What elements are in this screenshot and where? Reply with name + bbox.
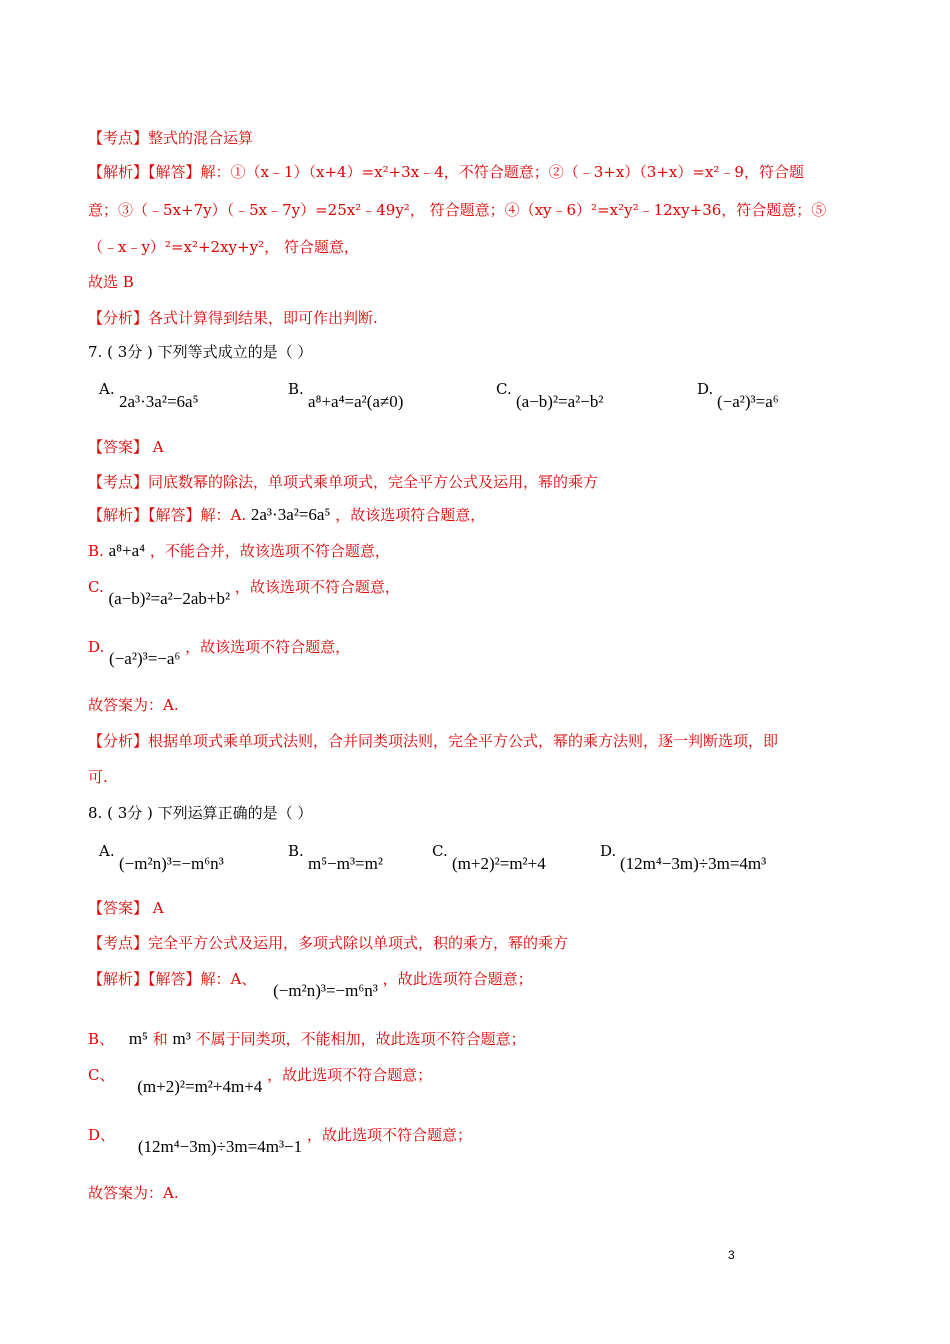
jiexi-text: 和 xyxy=(152,1030,168,1048)
option-label: A. xyxy=(99,842,115,860)
q7-fenxi-line2: 可. xyxy=(88,768,108,786)
formula: 2a³·3a²=6a⁵ xyxy=(250,505,331,524)
option-formula: (−m²n)³=−m⁶n³ xyxy=(119,854,224,873)
jiexi-text: ，故此选项不符合题意； xyxy=(306,1126,472,1144)
option-label: B、 xyxy=(88,1030,115,1048)
option-label: B. xyxy=(288,842,304,860)
option-label: D. xyxy=(600,842,617,860)
q7-stem: 7. ( 3分 ) 下列等式成立的是（ ） xyxy=(88,343,313,361)
q8-stem: 8. ( 3分 ) 下列运算正确的是（ ） xyxy=(88,804,313,822)
option-label: B. xyxy=(88,542,104,560)
option-formula: 2a³·3a²=6a⁵ xyxy=(119,392,199,411)
option-formula: (12m⁴−3m)÷3m=4m³ xyxy=(620,854,767,873)
jiexi-text: ，故该选项不符合题意， xyxy=(234,578,400,596)
option-label: C. xyxy=(496,380,512,398)
option-label: C. xyxy=(432,842,448,860)
q8-jiexi-c xyxy=(88,1066,433,1096)
q8-conclusion: 故答案为：A. xyxy=(88,1184,179,1202)
option-formula: (m+2)²=m²+4 xyxy=(452,854,546,873)
formula: (a−b)²=a²−2ab+b² xyxy=(108,589,231,608)
q7-jiexi-c xyxy=(88,578,400,608)
jiexi-text: ，故该选项符合题意， xyxy=(335,506,486,524)
q6-fenxi: 【分析】各式计算得到结果，即可作出判断. xyxy=(88,309,378,327)
jiexi-text: ，故此选项符合题意； xyxy=(382,970,533,988)
q7-jiexi-a xyxy=(88,506,485,523)
formula: (−m²n)³=−m⁶n³ xyxy=(273,981,378,1000)
formula: m⁵ xyxy=(128,1029,148,1048)
q7-jiexi-b xyxy=(88,542,390,559)
jiexi-text: ，故该选项不符合题意， xyxy=(185,638,351,656)
q6-conclusion: 故选 B xyxy=(88,273,134,291)
q7-conclusion: 故答案为：A. xyxy=(88,696,179,714)
q8-jiexi-a xyxy=(88,970,533,1000)
option-formula: (−a²)³=a⁶ xyxy=(717,392,779,411)
q8-kaodian: 【考点】完全平方公式及运用，多项式除以单项式，积的乘方，幂的乘方 xyxy=(88,934,569,952)
option-formula: a⁸+a⁴=a²(a≠0) xyxy=(308,392,404,411)
page-number: 3 xyxy=(728,1248,735,1262)
jiexi-prefix: 【解析】【解答】解：A、 xyxy=(88,970,257,988)
option-label: D. xyxy=(88,638,105,656)
option-label: D. xyxy=(697,380,714,398)
jiexi-prefix: 【解析】【解答】解：A. xyxy=(88,506,247,524)
q6-jiexi-line1: 【解析】【解答】解：①（x﹣1）（x+4）=x²+3x﹣4，不符合题意；②（﹣3+x）（3+x）=x²﹣9，符合题 xyxy=(88,163,804,181)
q7-kaodian: 【考点】同底数幂的除法，单项式乘单项式，完全平方公式及运用，幂的乘方 xyxy=(88,473,599,491)
formula: (−a²)³=−a⁶ xyxy=(109,649,181,668)
q7-answer: 【答案】 A xyxy=(88,438,164,456)
option-formula: (a−b)²=a²−b² xyxy=(516,392,604,411)
q6-kaodian: 【考点】整式的混合运算 xyxy=(88,129,254,147)
option-label: B. xyxy=(288,380,304,398)
q8-answer: 【答案】 A xyxy=(88,899,164,917)
formula: (12m⁴−3m)÷3m=4m³−1 xyxy=(137,1137,303,1156)
formula: m³ xyxy=(172,1029,191,1048)
q6-jiexi-line3: （﹣x﹣y）²=x²+2xy+y²， 符合题意， xyxy=(88,238,359,256)
q8-jiexi-d xyxy=(88,1126,472,1156)
option-label: C、 xyxy=(88,1066,115,1084)
option-label: C. xyxy=(88,578,104,596)
q7-fenxi-line1: 【分析】根据单项式乘单项式法则，合并同类项法则，完全平方公式，幂的乘方法则，逐一判断选项，即 xyxy=(88,732,779,750)
jiexi-text: ，故此选项不符合题意； xyxy=(267,1066,433,1084)
formula: (m+2)²=m²+4m+4 xyxy=(137,1077,263,1096)
option-label: D、 xyxy=(88,1126,116,1144)
jiexi-text: ，不能合并，故该选项不符合题意， xyxy=(149,542,390,560)
q8-jiexi-b xyxy=(88,1030,526,1047)
q6-jiexi-line2: 意；③（﹣5x+7y）（﹣5x﹣7y）=25x²﹣49y²， 符合题意；④（xy﹣6）²=x²y²﹣12xy+36，符合题意；⑤ xyxy=(88,201,827,219)
option-label: A. xyxy=(99,380,115,398)
option-formula: m⁵−m³=m² xyxy=(308,854,383,873)
formula: a⁸+a⁴ xyxy=(108,541,146,560)
q7-jiexi-d xyxy=(88,638,351,668)
jiexi-text: 不属于同类项，不能相加，故此选项不符合题意； xyxy=(195,1030,526,1048)
